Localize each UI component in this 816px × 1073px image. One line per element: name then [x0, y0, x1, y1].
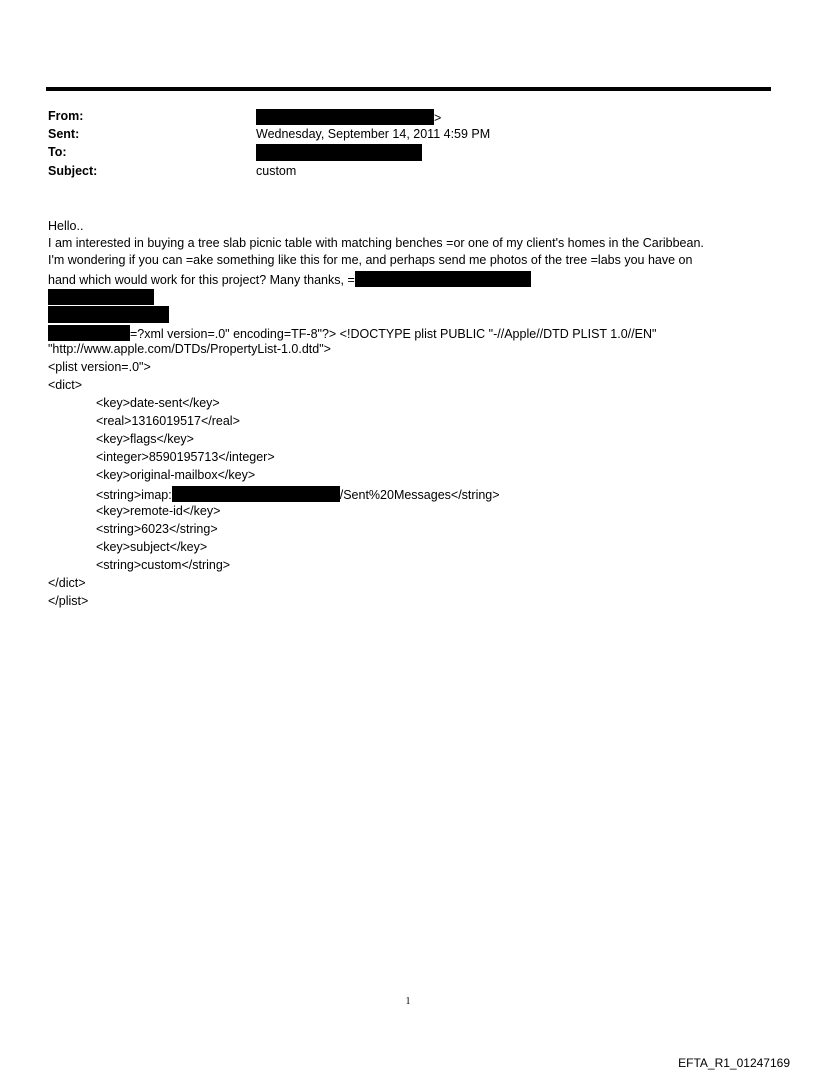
plist-key: <key>subject</key> — [96, 540, 208, 554]
body-greeting: Hello.. — [48, 219, 84, 233]
redaction-box — [355, 271, 531, 287]
body-line-text: hand which would work for this project? Many thanks, = — [48, 273, 355, 287]
body-line: I am interested in buying a tree slab picnic table with matching benches =or one of my client's homes in the Caribbean. — [48, 236, 704, 250]
redaction-box — [48, 289, 154, 305]
to-label: To: — [48, 145, 67, 159]
redaction-box — [48, 325, 130, 341]
sent-value: Wednesday, September 14, 2011 4:59 PM — [256, 127, 491, 141]
plist-value: <real>1316019517</real> — [96, 414, 240, 428]
from-label: From: — [48, 109, 84, 123]
subject-label: Subject: — [48, 164, 98, 178]
document-id: EFTA_R1_01247169 — [678, 1056, 790, 1070]
body-line: I'm wondering if you can =ake something like this for me, and perhaps send me photos of the tree =labs you have on — [48, 253, 693, 267]
to-value — [256, 144, 422, 162]
from-value — [256, 109, 441, 126]
plist-close: </plist> — [48, 594, 89, 608]
plist-key: <key>date-sent</key> — [96, 396, 220, 410]
redaction-box — [256, 109, 434, 125]
plist-key: <key>flags</key> — [96, 432, 194, 446]
sent-label: Sent: — [48, 127, 80, 141]
xml-declaration-text: =?xml version=.0" encoding=TF-8"?> <!DOCTYPE plist PUBLIC "-//Apple//DTD PLIST 1.0//EN" — [130, 327, 657, 341]
page-number: 1 — [405, 996, 411, 1007]
plist-value: <string>6023</string> — [96, 522, 218, 536]
subject-value: custom — [256, 164, 297, 178]
plist-value — [96, 486, 500, 503]
imap-prefix: <string>imap: — [96, 488, 172, 502]
plist-value: <string>custom</string> — [96, 558, 231, 572]
plist-key: <key>remote-id</key> — [96, 504, 221, 518]
dtd-line: "http://www.apple.com/DTDs/PropertyList-1.0.dtd"> — [48, 342, 331, 356]
header-rule — [46, 87, 771, 91]
dict-open: <dict> — [48, 378, 83, 392]
plist-open: <plist version=.0"> — [48, 360, 151, 374]
plist-key: <key>original-mailbox</key> — [96, 468, 256, 482]
from-suffix: > — [434, 111, 442, 125]
body-line — [48, 271, 531, 288]
xml-declaration-line — [48, 325, 656, 342]
imap-suffix: /Sent%20Messages</string> — [339, 488, 500, 502]
redaction-box — [256, 144, 422, 161]
redaction-box — [172, 486, 340, 502]
redaction-box — [48, 306, 169, 323]
dict-close: </dict> — [48, 576, 86, 590]
plist-value: <integer>8590195713</integer> — [96, 450, 275, 464]
